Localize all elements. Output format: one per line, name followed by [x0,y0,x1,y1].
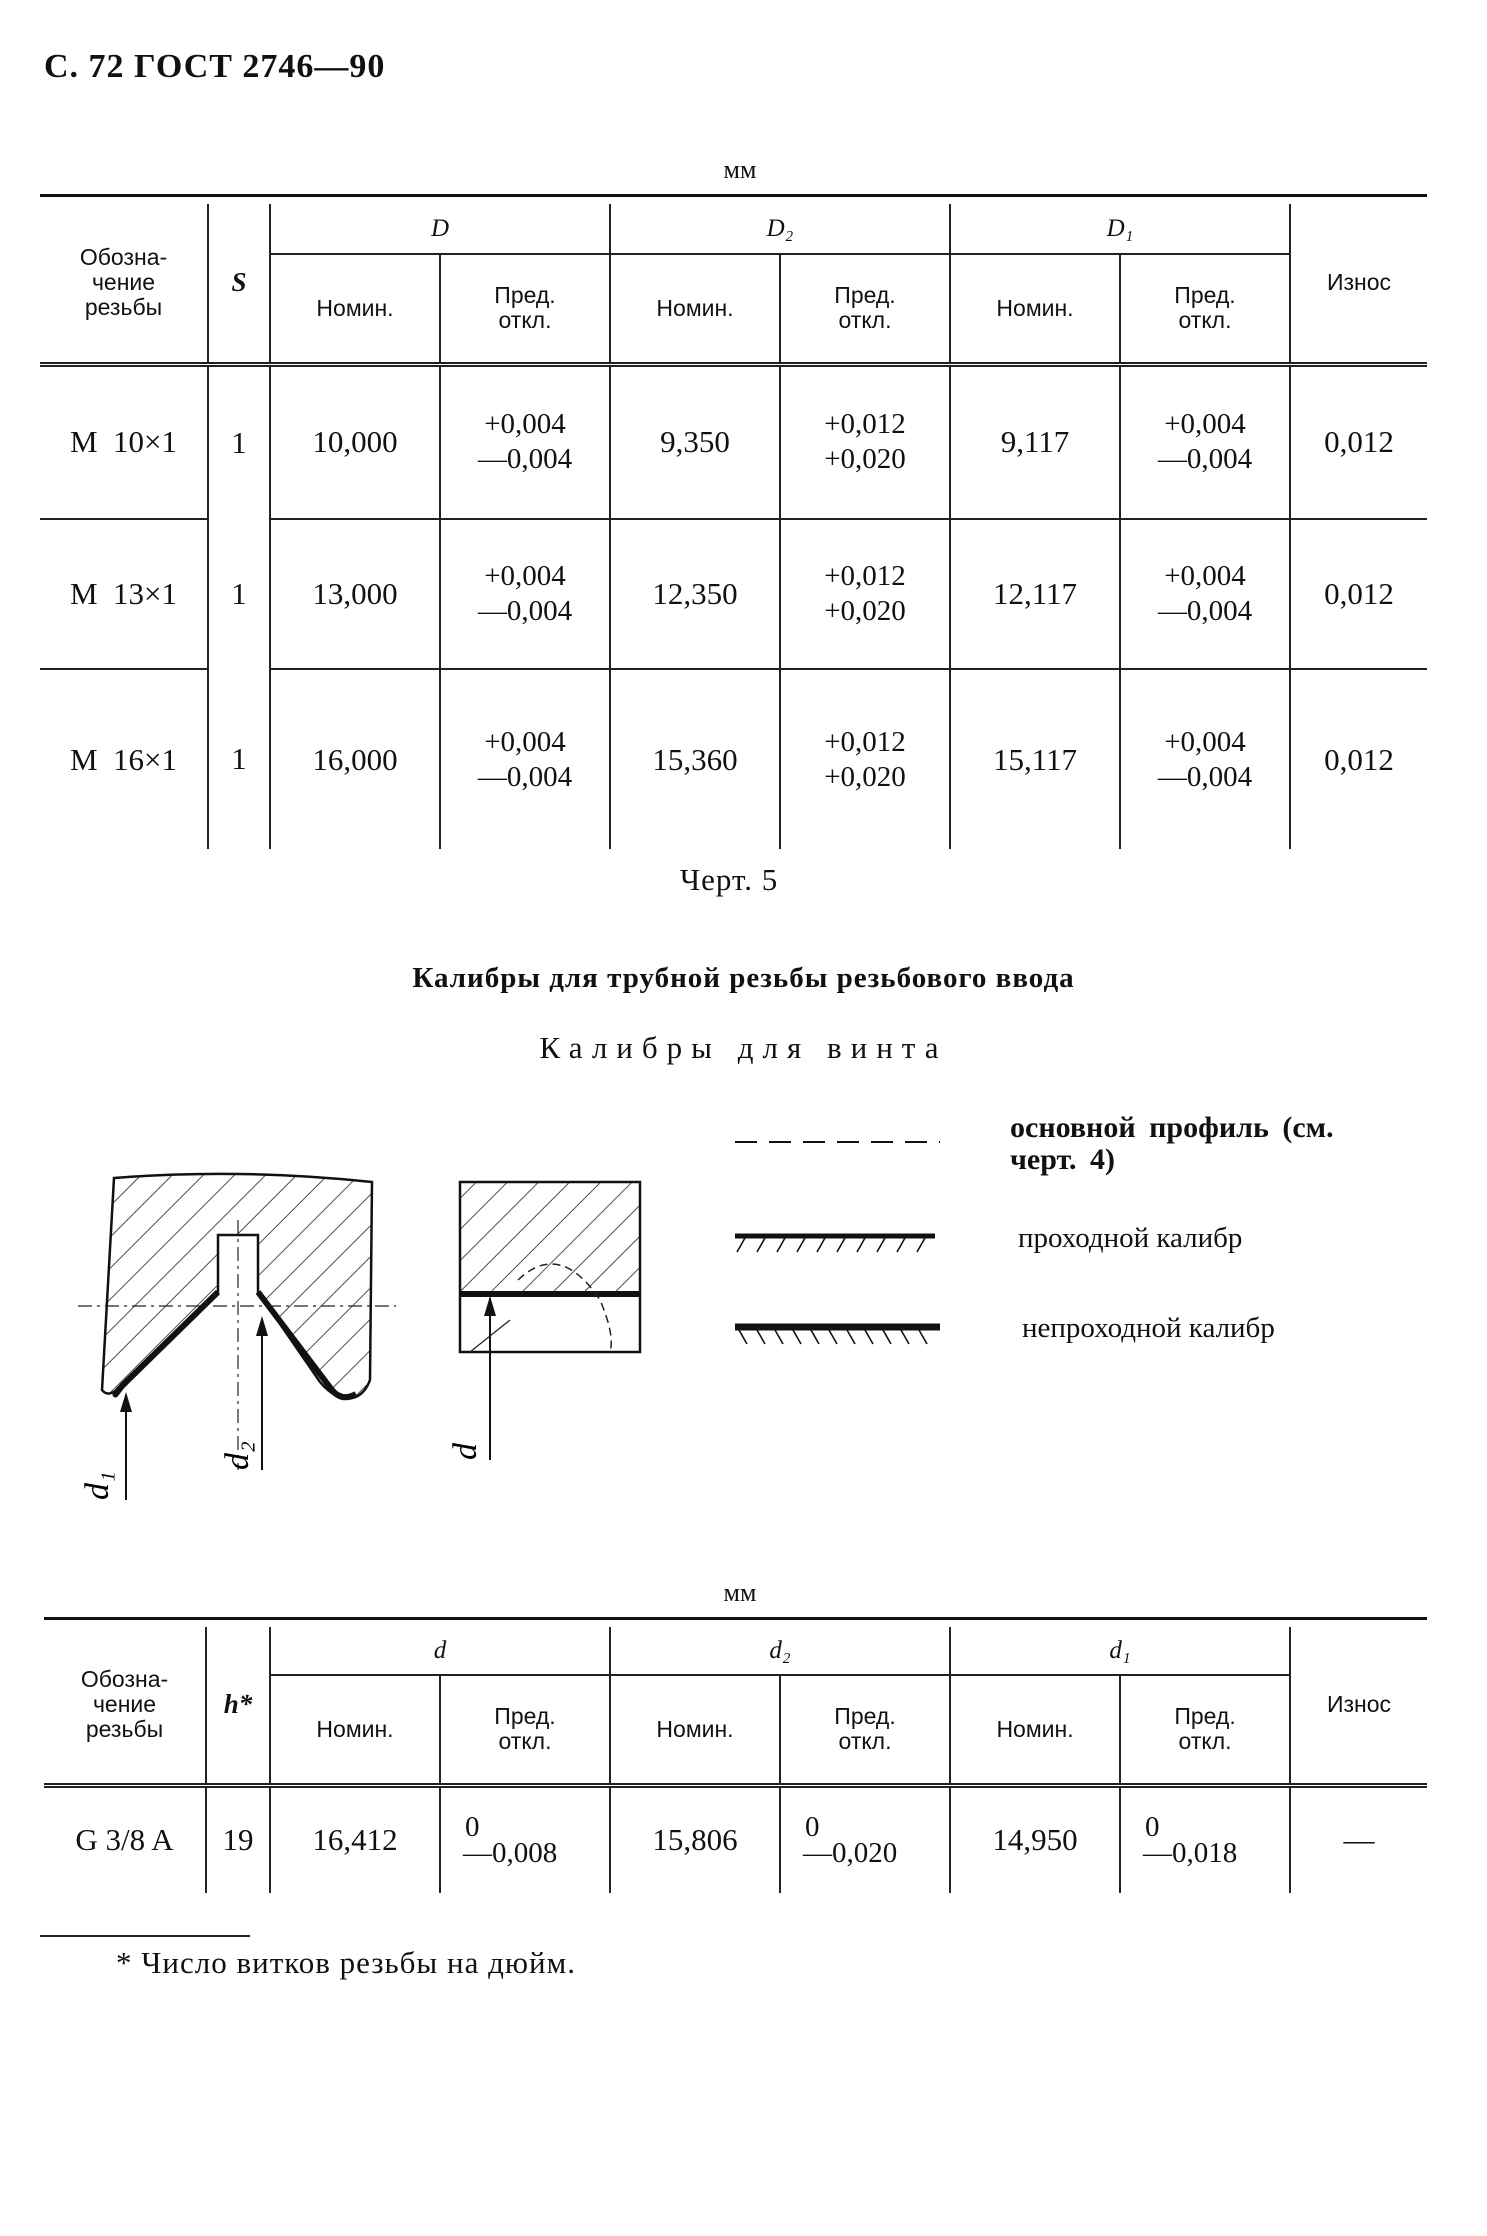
cell-D2-nom: 12,350 [610,519,780,669]
col-D-nom-header: Номин. [270,254,440,364]
cell-designation: G 3/8 A [44,1785,206,1893]
thread-table-2 [44,1627,1427,1893]
cell-d2-tol [780,1785,950,1893]
cell-wear: 0,012 [1290,519,1427,669]
tol-upper: 0 [805,1811,820,1844]
cell-wear: 0,012 [1290,364,1427,519]
nogo-gauge-hatch [739,1330,927,1344]
arrow-d [484,1296,496,1316]
figure-caption: Черт. 5 [680,862,779,897]
table-row [40,669,1427,849]
cell-d2-nom: 15,806 [610,1785,780,1893]
page-header: С. 72 ГОСТ 2746—90 [44,48,386,85]
col-h-header: h* [206,1627,270,1785]
table-row [40,364,1427,519]
go-gauge-hatch [737,1238,925,1252]
label-d2: d₂ [219,1441,256,1470]
cell-s: 1 [208,519,270,669]
group-d2-header: d₂ [610,1627,950,1675]
cell-D2-tol: +0,012 +0,020 [780,364,950,519]
legend-basic-profile: основной профиль (см. черт. 4) [1010,1111,1334,1176]
cell-designation: М 16×1 [40,669,208,849]
col-d2-tol-header: Пред. откл. [780,1675,950,1785]
tol-lower: —0,020 [803,1837,898,1870]
cell-D-nom: 10,000 [270,364,440,519]
unit-label: мм [723,1578,757,1607]
table-row [40,519,1427,669]
unit-label: мм [723,155,757,184]
cell-D-tol: +0,004 —0,004 [440,364,610,519]
cell-d-tol [440,1785,610,1893]
group-D2-header: D₂ [610,204,950,254]
footnote: * Число витков резьбы на дюйм. [116,1945,576,1980]
cell-D-nom: 13,000 [270,519,440,669]
col-s-header: S [208,204,270,364]
cell-D1-tol: +0,004 —0,004 [1120,519,1290,669]
cell-D2-tol: +0,012 +0,020 [780,669,950,849]
col-d2-nom-header: Номин. [610,1675,780,1785]
col-d-nom-header: Номин. [270,1675,440,1785]
tol-lower: —0,018 [1143,1837,1238,1870]
cell-D1-nom: 12,117 [950,519,1120,669]
arrow-d1 [120,1392,132,1412]
cell-h: 19 [206,1785,270,1893]
cell-D2-tol: +0,012 +0,020 [780,519,950,669]
group-D-header: D [270,204,610,254]
arrow-d2 [256,1316,268,1336]
cell-D-tol: +0,004 —0,004 [440,519,610,669]
col-D1-tol-header: Пред. откл. [1120,254,1290,364]
cell-s: 1 [208,669,270,849]
col-D2-tol-header: Пред. откл. [780,254,950,364]
section-subtitle: Калибры для винта [539,1030,948,1065]
group-d1-header: d₁ [950,1627,1290,1675]
footnote-rule [40,1935,250,1937]
cell-s: 1 [208,364,270,519]
col-d1-tol-header: Пред. откл. [1120,1675,1290,1785]
cell-D-nom: 16,000 [270,669,440,849]
table1-top-rule [40,194,1427,197]
cell-wear: — [1290,1785,1427,1893]
col-designation-header: Обозна- чение резьбы [44,1627,206,1785]
col-designation-header: Обозна- чение резьбы [40,204,208,364]
col-wear-header: Износ [1290,1627,1427,1785]
cell-d1-nom: 14,950 [950,1785,1120,1893]
cell-D2-nom: 9,350 [610,364,780,519]
legend-symbols [735,1130,945,1350]
cell-designation: М 10×1 [40,364,208,519]
legend-nogo-gauge: непроходной калибр [1022,1312,1275,1344]
cell-D1-nom: 15,117 [950,669,1120,849]
cell-D2-nom: 15,360 [610,669,780,849]
section-title: Калибры для трубной резьбы резьбового ввода [412,962,1075,994]
cell-designation: М 13×1 [40,519,208,669]
gauge-profile-drawing [40,1120,700,1520]
tol-upper: 0 [1145,1811,1160,1844]
col-d-tol-header: Пред. откл. [440,1675,610,1785]
tol-upper: 0 [465,1811,480,1844]
cell-D1-nom: 9,117 [950,364,1120,519]
cell-d-nom: 16,412 [270,1785,440,1893]
table-row [44,1785,1427,1893]
legend-go-gauge: проходной калибр [1018,1222,1243,1254]
label-d1: d₁ [79,1471,116,1500]
col-D-tol-header: Пред. откл. [440,254,610,364]
group-D1-header: D₁ [950,204,1290,254]
gauge-body-right-hatched [460,1182,640,1294]
cell-D1-tol: +0,004 —0,004 [1120,669,1290,849]
label-d: d [447,1443,484,1460]
col-wear-header: Износ [1290,204,1427,364]
thread-table-1 [40,204,1427,849]
table2-top-rule [44,1617,1427,1620]
col-D2-nom-header: Номин. [610,254,780,364]
col-D1-nom-header: Номин. [950,254,1120,364]
cell-wear: 0,012 [1290,669,1427,849]
col-d1-nom-header: Номин. [950,1675,1120,1785]
tol-lower: —0,008 [463,1837,558,1870]
cell-D1-tol: +0,004 —0,004 [1120,364,1290,519]
cell-D-tol: +0,004 —0,004 [440,669,610,849]
cell-d1-tol [1120,1785,1290,1893]
group-d-header: d [270,1627,610,1675]
